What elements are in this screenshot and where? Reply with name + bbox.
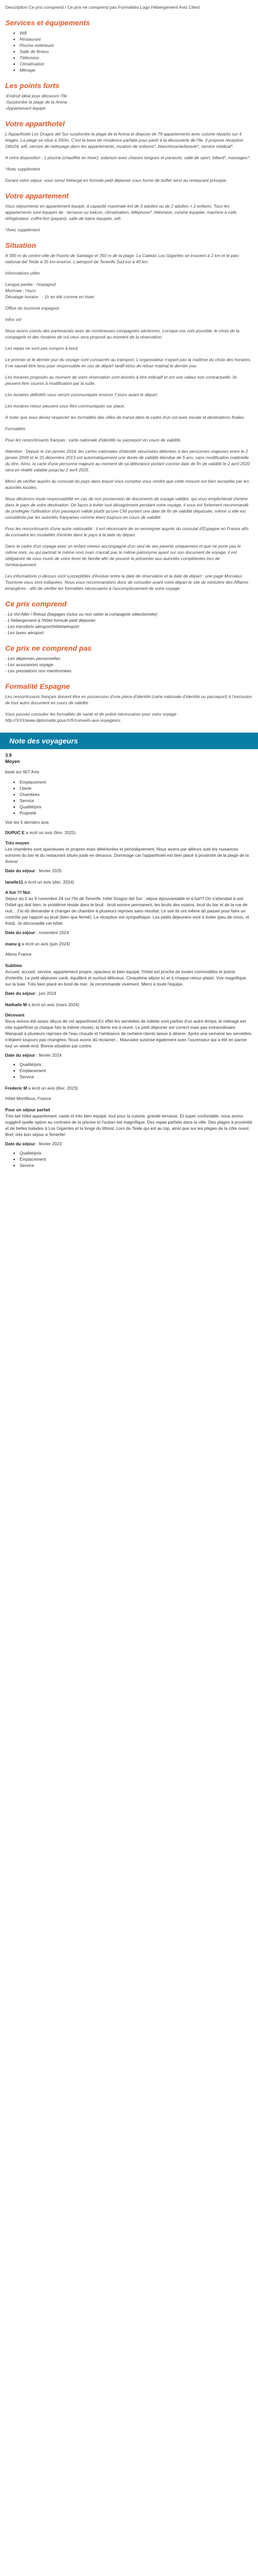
paragraph: Office du tourisme espagnol bbox=[5, 306, 59, 311]
page-content bbox=[0, 0, 258, 723]
review-stay-label: Date du séjour bbox=[5, 991, 36, 996]
paragraph: Les horaires définitifs vous seront communiqués environ 7 jours avant le départ. bbox=[5, 392, 158, 397]
review-item bbox=[5, 1085, 253, 1101]
paragraph: Les repas ne sont pas compris à bord bbox=[5, 346, 78, 351]
review-stay-value: février 2024 bbox=[39, 1053, 62, 1058]
review-author-line bbox=[5, 829, 253, 836]
review-stay-label: Date du séjour bbox=[5, 1053, 36, 1058]
review-author[interactable]: lanelle11 bbox=[5, 879, 23, 885]
review-tag: • Qualité/prix bbox=[20, 1061, 253, 1067]
situation-text bbox=[5, 252, 253, 591]
rating-category: • Chambres bbox=[20, 791, 253, 798]
review-stay-date: Date du séjour : février 2025 bbox=[5, 868, 62, 873]
review-item bbox=[5, 1002, 253, 1080]
review-item bbox=[5, 941, 253, 957]
paragraph: Dans le cadre d'un voyage avec un enfant mineur accompagné d'un seul de ses parents uniquement et que ne porte pas le même nom, ou qui partirait le même nom mais n'aurait pas le même patronyme ayant sur son document de voyage, il est obligatoire de vous munir de votre livret de famille afin de pouvoir le présenter aux autorités compétentes lors de l'embarquement. bbox=[5, 544, 243, 567]
reviews-count[interactable]: Voir les 5 derniers avis bbox=[5, 820, 49, 825]
review-author-line bbox=[5, 1085, 253, 1091]
review-author[interactable]: manu g bbox=[5, 941, 21, 946]
paragraph: Les informations ci-dessus sont susceptibles d'évoluer entre la date de réservation et la date de départ : une page Monsieur Tourisme vous sont indiquées. Nous vous recommandons donc de consulter avant votre départ le site du ministère des Affaires étrangères - afin de vérifier les formalités nécessaires à l'accomplissement de votre voyage bbox=[5, 573, 250, 591]
rating-categories bbox=[5, 779, 253, 816]
reviews-banner: Note des voyageurs bbox=[0, 733, 258, 749]
review-stay-date: Date du séjour : février 2023 bbox=[5, 1141, 62, 1146]
paragraph: Vous pouvez consulter les formalités de santé et de police nécessaires pour votre voyage : http://XXX/www.diplomatie.gouv.fr/fr/conseils-aux-voyageurs bbox=[5, 711, 181, 723]
includes-item: - Les transferts aéroport/hôtel/aéroport bbox=[5, 624, 79, 629]
review-stay-label: Date du séjour bbox=[5, 1141, 36, 1146]
service-item: • Télévision bbox=[20, 55, 253, 61]
excludes-title: Ce prix ne comprend pas bbox=[5, 644, 92, 652]
review-stay-value: février 2025 bbox=[39, 868, 62, 873]
includes-item: - Les taxes aéroport bbox=[5, 630, 44, 635]
review-tags bbox=[5, 1061, 253, 1080]
apartment-text bbox=[5, 203, 253, 233]
service-item: • Ménage bbox=[20, 67, 253, 73]
services-title: Services et équipements bbox=[5, 19, 90, 27]
service-item: • Salle de fitness bbox=[20, 48, 253, 55]
services-list bbox=[5, 30, 253, 73]
review-meta: a écrit un avis (déc. 2024) bbox=[24, 879, 74, 885]
review-meta: a écrit un avis (févr. 2025) bbox=[26, 830, 76, 835]
service-item: • Restaurant bbox=[20, 36, 253, 42]
review-author[interactable]: Frederic M bbox=[5, 1086, 27, 1091]
review-stay-value: novembre 2024 bbox=[39, 930, 69, 935]
formalities-title: Formalité Espagne bbox=[5, 682, 70, 690]
review-body: Nous avions été assez déçus de cet apparthotel.En effet les serviettes de toilette sont parfois d'un autre temps, le ménage est très superficiel (a chaque fois la même chose), la literie est à revoir. Le petit déjeuner est correct mais pas extraordinaire. Manquait à plusieurs reprises de l'eau chaude et l'ambiance de certains clients laisse à désirer. Après une semaine les serviettes n'étaient toujours pas changées. Nous avons dû réclamer... Mauvaise surprise également avec l'ascenseur qui a été en panne tout un week-end. Bonne situation par contre. bbox=[5, 1019, 252, 1048]
highlights-list bbox=[5, 93, 253, 111]
review-body: Très bel hôtel appartement, vaste et très bien équipé, tout pour la cuisine, grande terrasse. Et super confortable, nous avons suggéré quelle option au contraire de la piscine et l'océan est magnifique. Des repas parfaits dans la ville. Des plages à proximité et de belles balades à Los Gigantes et la longe du littoral, Loro du Teide qui est au top, ainsi que sur les plages de la côte ouest. Bref, très bon séjour à Tenerife! bbox=[5, 1113, 252, 1137]
paragraph: Formalités bbox=[5, 426, 26, 431]
review-item bbox=[5, 829, 253, 874]
highlight-item: -Surplombe la plage de la Arena bbox=[5, 99, 67, 105]
paragraph: Infos vol bbox=[5, 317, 22, 322]
review-author-line bbox=[5, 941, 253, 947]
rating-category: • Propreté bbox=[20, 810, 253, 816]
review-body: Séjour du 2 au 9 novembre 24 sur l'île de Tenerife, hôtel Dragos del Sur : séjour épouvantable et à fuir!!! On s'attendait à voir l'hôtel qui doit bien, le problème réside dans le bruit - bruit sonore permanent, les bruits des voisins, bruit du bar et de la rue de nuit... J'ai dû demander à changer de chambre à plusieurs reprises sans résultat. Le soir ils ont même dû passer pour faire un contrôle par rapport au bruit (bien que fermé). La réception est sympathique. Les petits déjeuners sont à éviter (peu de choix, et froid). Je déconseille cet hôtel. bbox=[5, 896, 249, 926]
review-item bbox=[5, 962, 253, 996]
paragraph: Nous déclinons toute responsabilité en cas de non possession de documents de voyage valides, qui vous empêcherait d'entrer dans le pays de votre destination. De façon à éviter tout désagrément pendant votre voyage, il vous est fortement recommandé de privilégier l'utilisation d'un passeport valide plutôt qu'une CNI portant une date de fin de validité dépassée, même si elle est considérée par les autorités françaises comme étant toujours en cours de validité. bbox=[5, 496, 250, 520]
review-meta: a écrit un avis (juin 2024) bbox=[22, 941, 70, 946]
review-stay-label: Date du séjour bbox=[5, 930, 36, 935]
review-title: Décevant bbox=[5, 1012, 25, 1018]
paragraph: Les ressortissants français doivent être en possession d'une pièce d'identité (carte nationale d'identité ou passeport) à l'exclusion de tout autre document en cours de validité. bbox=[5, 694, 253, 705]
paragraph: Merci de vérifier auprès du consulat du pays dans lequel vous comptez vous rendre que cette mesure est bien acceptée par les autorités locales. bbox=[5, 479, 250, 490]
review-tags bbox=[5, 1150, 253, 1168]
reviews-list bbox=[5, 829, 253, 1168]
paragraph: Durant votre séjour, vous serez hébergé en formule petit déjeuner sous forme de buffet servi au restaurant principal. bbox=[5, 178, 228, 183]
paragraph: *Avec supplément bbox=[5, 166, 40, 172]
review-title: Sublime bbox=[5, 963, 22, 968]
review-title: Très moyen bbox=[5, 840, 29, 845]
highlights-title: Les points forts bbox=[5, 81, 60, 90]
paragraph: A votre disposition : 1 piscine (chauffée en hiver), solarium avec chaises longues et parasols, salle de sport, billard*, massages*. bbox=[5, 155, 251, 160]
apartment-hotel-text bbox=[5, 131, 253, 183]
excludes-item: - Les assurances voyage bbox=[5, 662, 54, 667]
paragraph: Les horaires retour peuvent vous être communiqués sur place. bbox=[5, 403, 125, 409]
review-tag: • Emplacement bbox=[20, 1067, 253, 1074]
review-stay-date: Date du séjour : février 2024 bbox=[5, 1053, 62, 1058]
review-body: Hôtel Montfleux, France bbox=[5, 1096, 51, 1101]
review-author-line bbox=[5, 879, 253, 885]
review-meta: a écrit un avis (mars 2024) bbox=[28, 1002, 79, 1007]
paragraph: L'Apparthotel Los Dragos del Sur surplombe la plage de la Arena et dispose de 79 appartements avec cuisine répartis sur 4 étages. La plage se situe à 350m. C'est la base de résidence parfaite pour partir à la découverte de l'île. Il propose réception 24h/24, wifi, service de nettoyage dans les appartements, location de voitures*, blanchisserie/laverie*, service médical*. bbox=[5, 131, 245, 149]
review-stay-date: Date du séjour : juin 2024 bbox=[5, 991, 57, 996]
review-item bbox=[5, 1107, 253, 1168]
paragraph: Attention : Depuis le 1er janvier 2014, les cartes nationales d'identité sécurisées délivrées à des personnes majeures entre le 2 janvier 2004 et le 31 décembre 2013 ont automatiquement une durée de validité étendue de 5 ans, sans modification matérielle du titre. Ainsi, la carte d'une personne majeure au moment de sa délivrance portant comme date de fin de validité le 2 avril 2020 sera en réalité valable jusqu'au 2 avril 2025. bbox=[5, 449, 251, 472]
service-item: • Climatisation bbox=[20, 61, 253, 67]
reviews-section bbox=[5, 752, 253, 1168]
review-meta: a écrit un avis (févr. 2023) bbox=[28, 1086, 78, 1091]
formalities-text bbox=[5, 693, 253, 723]
paragraph: Vous séjournerez en appartement équipé, à capacité maximale est de 3 adultes ou de 2 adultes + 2 enfants. Tous les appartements sont équipés de : terrasse ou balcon, climatisation, téléphone*, télévision, cuisine équipée, machine à café, réfrigérateur, coffre-fort (payant), salle de bains équipée, wifi. bbox=[5, 204, 239, 221]
situation-title: Situation bbox=[5, 241, 36, 249]
service-item: • Wifi bbox=[20, 30, 253, 36]
apartment-hotel-title: Votre apparthotel bbox=[5, 120, 65, 128]
excludes-item: - Les dépenses personnelles bbox=[5, 656, 61, 661]
rating-category: • Emplacement bbox=[20, 779, 253, 785]
review-author[interactable]: Nathalie M bbox=[5, 1002, 27, 1007]
review-body: Accueil, accueil, service, appartement propre, spacieux et bien équipé, l'hôtel est proche de toutes commodités et points d'intérêts. Le petit-déjeuner varié, équilibré et surtout délicieux. Cinquième séjour ici et à chaque retour plaisir. Vue magnifique sur la baie. Très bien placé en bord de mer. Je recommande vivement. Merci à toute l'équipe. bbox=[5, 969, 246, 987]
paragraph: A 300 m du centre-ville de Puerto de Santiago et 350 m de la plage. La Caletas Los Gigantes se trouvent à 2 km et le parc national del Teide à 35 km environ. L'aéroport de Tenerife Sud est à 40 km. bbox=[5, 253, 240, 264]
review-author-line bbox=[5, 1002, 253, 1008]
highlight-item: -Appartement équipé bbox=[5, 106, 46, 111]
paragraph: Pour les ressortissants français : carte nationale d'identité ou passeport en cours de validité. bbox=[5, 437, 182, 443]
includes-item: - L'hébergement à l'hôtel formule petit déjeuner bbox=[5, 618, 95, 623]
paragraph: Pour les ressortissants d'une autre nationalité : il est nécessaire de se renseigner auprès du consulat d'Espagne en France afin de connaitre les modalités d'entrée dans le pays à la date du départ. bbox=[5, 526, 250, 537]
review-tag: • Service bbox=[20, 1074, 253, 1080]
review-title: A fuir !!! Nul bbox=[5, 890, 30, 895]
rating-label: Moyen bbox=[5, 759, 20, 764]
rating-category: • Literie bbox=[20, 785, 253, 791]
review-title: Pour un séjour parfait bbox=[5, 1107, 51, 1112]
includes-item: - Le Vol Aller / Retour (bagages inclus ou non selon la compagnie sélectionnée) bbox=[5, 612, 158, 617]
review-stay-date: Date du séjour : novembre 2024 bbox=[5, 930, 69, 935]
excludes-list bbox=[5, 655, 253, 674]
review-item bbox=[5, 879, 253, 936]
rating-score: 3.9 bbox=[5, 753, 12, 758]
review-body: Allons France bbox=[5, 952, 32, 957]
review-body: Les chambres sont spacieuses et propres mais détériorées et périodiquement. Nous avons par ailleurs subi les nuisances sonores du bar et du restaurant situés juste en dessous. Dommage car l'apparthotel est bien placé à proximité de la plage de la Arena! bbox=[5, 846, 249, 864]
review-stay-value: juin 2024 bbox=[39, 991, 57, 996]
rating-category: • Service bbox=[20, 798, 253, 804]
paragraph: *Avec supplément bbox=[5, 227, 40, 232]
paragraph: Informations utiles bbox=[5, 270, 40, 276]
review-tag: • Emplacement bbox=[20, 1156, 253, 1162]
apartment-title: Votre appartement bbox=[5, 192, 69, 200]
highlight-item: -Endroit idéal pour découvrir l'île bbox=[5, 93, 67, 98]
review-stay-value: février 2023 bbox=[39, 1141, 62, 1146]
page-description: Description Ce prix comprend / Ce prix ne comprend pas Formalités Logo Hébergement Avis Client bbox=[5, 5, 200, 10]
service-item: • Piscine extérieure bbox=[20, 42, 253, 48]
includes-title: Ce prix comprend bbox=[5, 600, 67, 608]
paragraph: A noter que vous devez respecter les formalités des villes de transit dans le cadre d'un vol avec escale et destinations finales bbox=[5, 415, 245, 420]
review-author[interactable]: DUPUC E bbox=[5, 830, 25, 835]
rating-category: • Qualité/prix bbox=[20, 804, 253, 810]
rating-based-on: basé sur 607 Avis bbox=[5, 769, 39, 774]
includes-list bbox=[5, 611, 253, 636]
paragraph: Le premier et le dernier jour du voyage sont consacrés au transport. L'organisateur n'ayant pas la maîtrise du choix des horaires, il ne saurait être tenu pour responsable en cas de départ tardif et/ou de retour matinal le dernier jour. bbox=[5, 357, 253, 368]
excludes-item: - Les prestations non mentionnées bbox=[5, 668, 72, 673]
review-tag: • Service bbox=[20, 1162, 253, 1168]
paragraph: Les horaires proposés au moment de votre réservation sont donnés à titre indicatif et ont une valeur non contractuelle. Ils peuvent être soumis à modification par la suite. bbox=[5, 375, 238, 386]
review-tag: • Qualité/prix bbox=[20, 1150, 253, 1156]
paragraph: Langue parlée : l'espagnol Monnaie : l'euro Décalage horaire : - 1h en été comme en hiver bbox=[5, 282, 94, 299]
paragraph: Nous avons conclu des partenariats avec de nombreuses compagnies aériennes. Lorsque vos vols possible, le choix de la compagnie et des horaires de vol ceux sera proposé au moment de la réservation. bbox=[5, 328, 241, 340]
review-stay-label: Date du séjour bbox=[5, 868, 36, 873]
